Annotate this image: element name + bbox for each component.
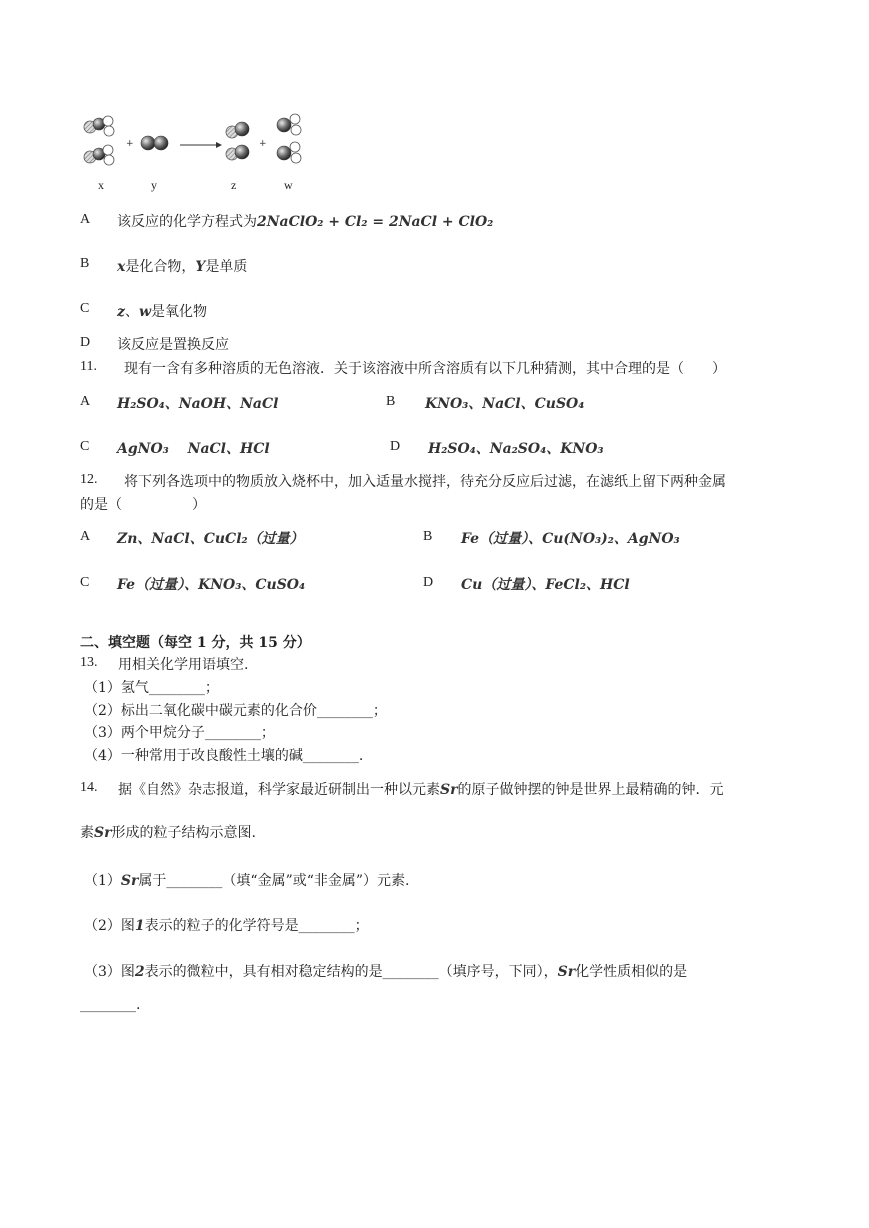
molecule-w-bottom — [277, 142, 301, 163]
q11-number: 11. — [80, 359, 97, 374]
q13-item-4: （4）一种常用于改良酸性土壤的碱________. — [84, 748, 364, 764]
q13-item-3: （3）两个甲烷分子________； — [84, 725, 275, 741]
reaction-diagram — [76, 112, 316, 192]
label-z: z — [231, 178, 237, 192]
q12-option-d-text: Cu（过量）、FeCl₂、HCl — [461, 577, 630, 593]
q10-option-d-letter: D — [80, 335, 91, 350]
molecule-z-bottom — [226, 145, 249, 160]
q14-item-3: （3）图2表示的微粒中，具有相对稳定结构的是________（填序号，下同），Sr化学性质相似的是 — [84, 964, 688, 980]
plus-sign-2: + — [259, 139, 267, 149]
q11-option-a-text: H₂SO₄、NaOH、NaCl — [117, 396, 279, 412]
q13-item-1: （1）氢气________； — [84, 680, 219, 696]
section-2-title: 二、填空题（每空 1 分，共 15 分） — [80, 635, 311, 651]
q10-option-b-text: x是化合物，Y是单质 — [117, 259, 248, 275]
q11-option-d-text: H₂SO₄、Na₂SO₄、KNO₃ — [428, 441, 604, 457]
label-w: w — [284, 178, 293, 192]
q12-option-b-text: Fe（过量）、Cu(NO₃)₂、AgNO₃ — [461, 531, 680, 547]
molecule-x-bottom — [84, 145, 114, 165]
q14-item-3-tail: ________. — [80, 997, 141, 1013]
q12-option-b-letter: B — [423, 529, 433, 544]
q10-option-b-letter: B — [80, 256, 90, 271]
q12-stem-line1: 将下列各选项中的物质放入烧杯中，加入适量水搅拌，待充分反应后过滤，在滤纸上留下两种金属 — [124, 474, 726, 490]
q11-option-b-letter: B — [386, 394, 396, 409]
q14-item-2: （2）图1表示的粒子的化学符号是________； — [84, 918, 369, 934]
q11-option-d-letter: D — [390, 439, 401, 454]
molecule-z-top — [226, 122, 249, 138]
plus-sign-1: + — [126, 139, 134, 149]
q12-option-a-letter: A — [80, 529, 91, 544]
q12-option-c-letter: C — [80, 575, 90, 590]
q10-option-a-text: 该反应的化学方程式为2NaClO₂ + Cl₂ = 2NaCl + ClO₂ — [117, 214, 494, 230]
q11-stem: 现有一含有多种溶质的无色溶液．关于该溶液中所含溶质有以下几种猜测，其中合理的是（ ） — [124, 361, 726, 377]
q11-option-c-letter: C — [80, 439, 90, 454]
q10-option-c-text: z、w是氧化物 — [117, 304, 208, 320]
q10-option-c-letter: C — [80, 301, 90, 316]
label-y: y — [151, 178, 157, 192]
q11-option-c-text: AgNO₃ NaCl、HCl — [117, 441, 270, 457]
arrow-head — [216, 142, 222, 148]
q12-option-a-text: Zn、NaCl、CuCl₂（过量） — [117, 531, 304, 547]
q12-number: 12. — [80, 472, 98, 487]
q11-option-a-letter: A — [80, 394, 91, 409]
q10-option-a-letter: A — [80, 212, 91, 227]
q14-stem-line1: 据《自然》杂志报道，科学家最近研制出一种以元素Sr的原子做钟摆的钟是世界上最精确的钟．元 — [118, 782, 724, 798]
q12-option-d-letter: D — [423, 575, 434, 590]
q12-option-c-text: Fe（过量）、KNO₃、CuSO₄ — [117, 577, 306, 593]
q12-stem-line2: 的是（ ） — [80, 497, 206, 513]
q13-stem: 用相关化学用语填空. — [118, 657, 249, 673]
molecule-w-top — [277, 114, 301, 135]
q14-stem-line2: 素Sr形成的粒子结构示意图. — [80, 825, 256, 841]
q14-number: 14. — [80, 780, 98, 795]
molecule-y — [141, 136, 168, 150]
molecule-x-top — [84, 116, 114, 136]
q14-item-1: （1）Sr属于________（填“金属”或“非金属”）元素. — [84, 873, 410, 889]
q13-item-2: （2）标出二氧化碳中碳元素的化合价________； — [84, 703, 387, 719]
q10-option-d-text: 该反应是置换反应 — [117, 337, 229, 353]
q13-number: 13. — [80, 655, 98, 670]
q11-option-b-text: KNO₃、NaCl、CuSO₄ — [425, 396, 585, 412]
label-x: x — [98, 178, 104, 192]
